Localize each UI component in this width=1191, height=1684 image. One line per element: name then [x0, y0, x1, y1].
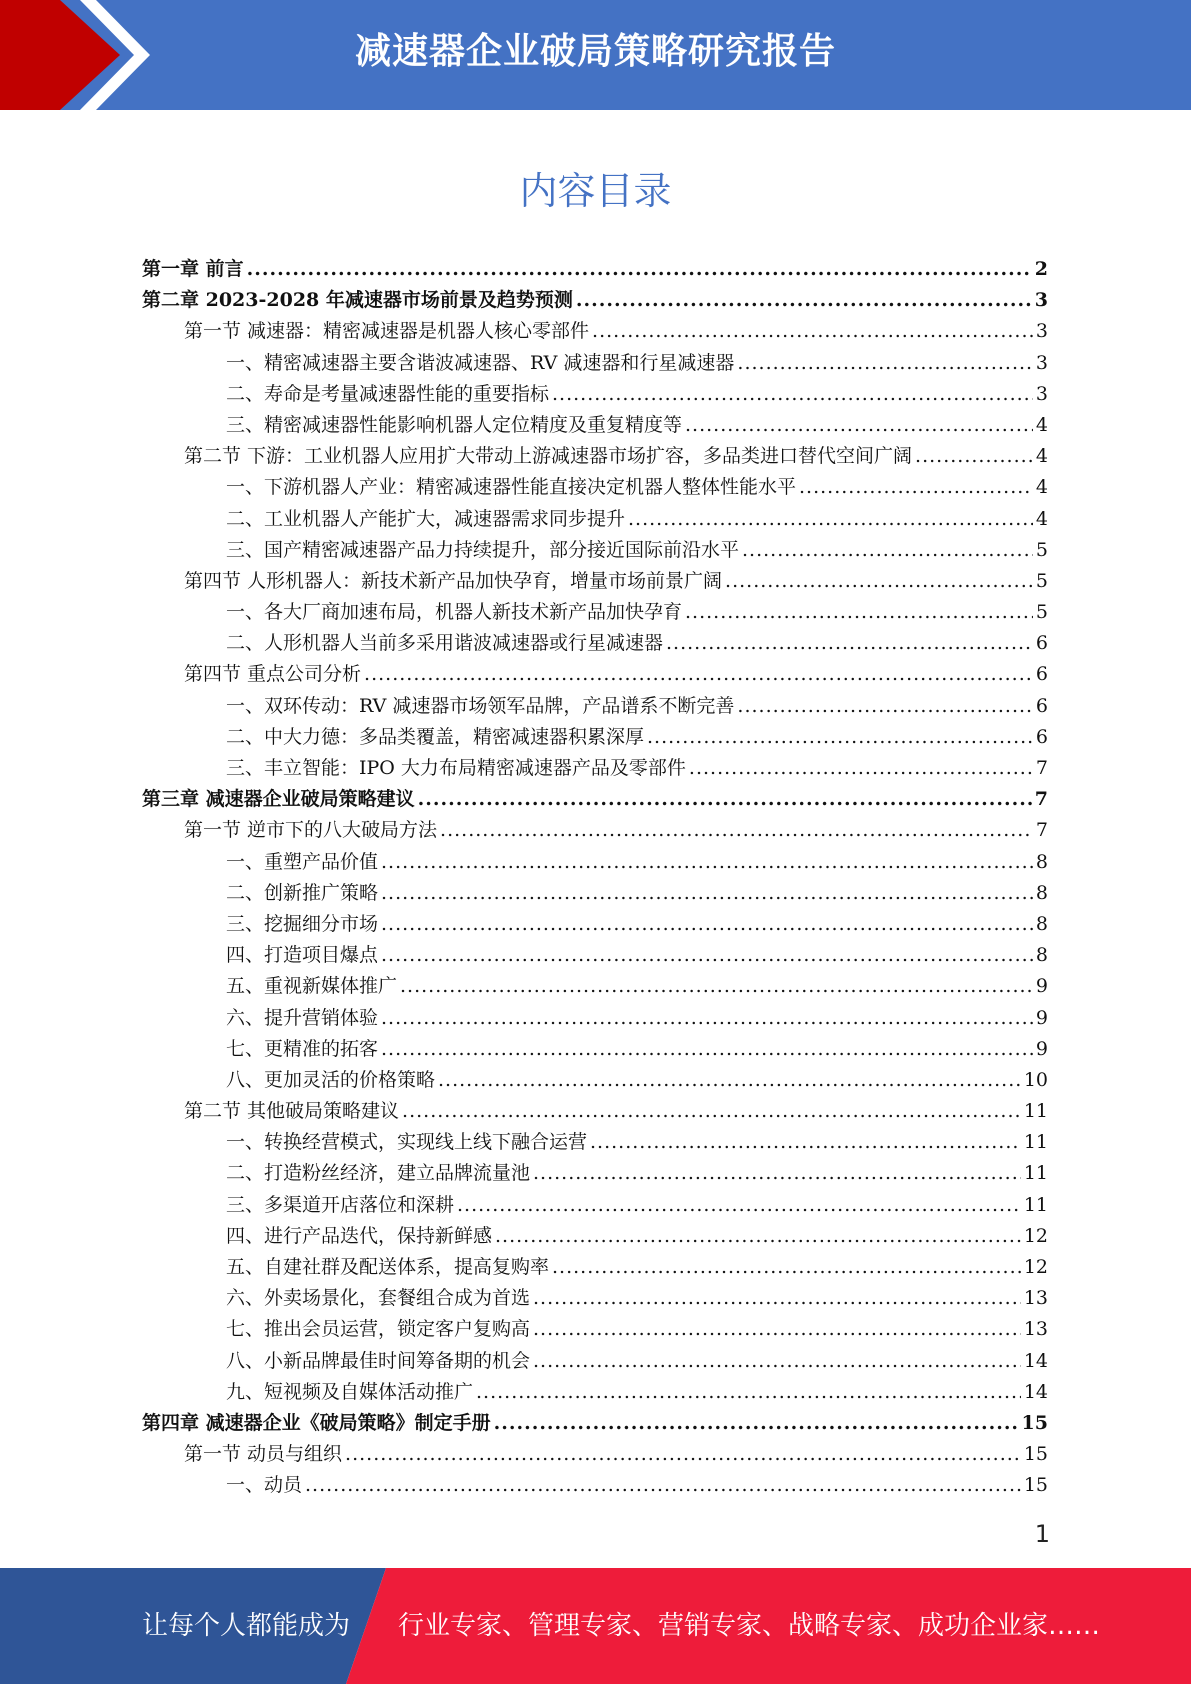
toc-entry[interactable]: [142, 1346, 1048, 1377]
toc-entry[interactable]: [142, 1408, 1048, 1439]
toc-entry-page: 13: [1023, 1287, 1048, 1310]
toc-entry-page: 13: [1023, 1318, 1048, 1341]
toc-entry-label: 四、进行产品迭代，保持新鲜感: [226, 1224, 493, 1247]
toc-entry-page: 8: [1035, 850, 1048, 873]
toc-leader-dots: [689, 753, 1033, 784]
toc-entry-label: 六、提升营销体验: [226, 1006, 379, 1029]
toc-leader-dots: [364, 659, 1033, 690]
toc-leader-dots: [737, 348, 1033, 379]
toc-leader-dots: [666, 628, 1033, 659]
toc-leader-dots: [247, 254, 1032, 285]
toc-entry-page: 9: [1035, 1037, 1048, 1060]
toc-entry-page: 3: [1035, 382, 1048, 405]
toc-entry-label: 二、工业机器人产能扩大，减速器需求同步提升: [226, 507, 626, 530]
toc-entry[interactable]: [142, 348, 1048, 379]
toc-entry-page: 9: [1035, 1006, 1048, 1029]
toc-leader-dots: [533, 1346, 1021, 1377]
toc-leader-dots: [381, 909, 1033, 940]
toc-entry[interactable]: [142, 878, 1048, 909]
toc-entry[interactable]: [142, 847, 1048, 878]
toc-leader-dots: [742, 535, 1033, 566]
toc-entry-page: 8: [1035, 944, 1048, 967]
toc-entry-label: 一、重塑产品价值: [226, 850, 379, 873]
page-number: 1: [1034, 1520, 1050, 1548]
toc-leader-dots: [400, 971, 1033, 1002]
toc-entry-label: 二、创新推广策略: [226, 881, 379, 904]
toc-leader-dots: [438, 1065, 1021, 1096]
toc-entry-page: 4: [1035, 507, 1048, 530]
toc-entry[interactable]: [142, 1470, 1048, 1501]
toc-entry-label: 第一节 减速器：精密减速器是机器人核心零部件: [184, 320, 590, 343]
toc-leader-dots: [533, 1314, 1021, 1345]
toc-entry[interactable]: [142, 472, 1048, 503]
toc-entry-page: 3: [1034, 289, 1048, 312]
toc-leader-dots: [381, 847, 1033, 878]
toc-entry-page: 15: [1023, 1474, 1048, 1497]
toc-entry-label: 三、丰立智能：IPO 大力布局精密减速器产品及零部件: [226, 757, 686, 779]
toc-entry-page: 8: [1035, 912, 1048, 935]
toc-entry[interactable]: [142, 379, 1048, 410]
toc-leader-dots: [457, 1190, 1021, 1221]
toc-leader-dots: [495, 1221, 1021, 1252]
toc-entry[interactable]: [142, 971, 1048, 1002]
toc-entry[interactable]: [142, 1252, 1048, 1283]
toc-entry-label: 一、下游机器人产业：精密减速器性能直接决定机器人整体性能水平: [226, 476, 797, 499]
toc-leader-dots: [915, 441, 1033, 472]
toc-entry-label: 二、中大力德：多品类覆盖，精密减速器积累深厚: [226, 725, 645, 748]
toc-entry[interactable]: [142, 254, 1048, 285]
toc-entry[interactable]: [142, 1034, 1048, 1065]
toc-entry-label: 二、打造粉丝经济，建立品牌流量池: [226, 1162, 531, 1185]
toc-entry[interactable]: [142, 566, 1048, 597]
toc-entry-page: 3: [1035, 320, 1048, 343]
toc-entry-label: 五、自建社群及配送体系，提高复购率: [226, 1256, 550, 1278]
toc-entry-label: 一、转换经营模式，实现线上线下融合运营: [226, 1131, 588, 1154]
toc-entry-label: 九、短视频及自媒体活动推广: [226, 1380, 474, 1403]
toc-leader-dots: [402, 1096, 1021, 1127]
toc-entry[interactable]: [142, 410, 1048, 441]
toc-entry-label: 八、更加灵活的价格策略: [226, 1068, 436, 1091]
page-footer: [0, 1568, 1191, 1684]
toc-leader-dots: [494, 1408, 1019, 1439]
toc-leader-dots: [381, 1034, 1033, 1065]
toc-leader-dots: [725, 566, 1033, 597]
footer-roles: 行业专家、管理专家、营销专家、战略专家、成功企业家……: [398, 1611, 1101, 1641]
toc-entry-label: 三、挖掘细分市场: [226, 912, 379, 935]
toc-entry-label: 第一节 动员与组织: [184, 1443, 343, 1466]
toc-entry-page: 15: [1021, 1411, 1048, 1434]
toc-entry-page: 11: [1023, 1131, 1048, 1154]
toc-entry-label: 一、各大厂商加速布局，机器人新技术新产品加快孕育: [226, 601, 683, 624]
toc-entry-label: 二、人形机器人当前多采用谐波减速器或行星减速器: [226, 632, 664, 655]
toc-entry-label: 第一节 逆市下的八大破局方法: [184, 819, 438, 842]
toc-entry[interactable]: [142, 940, 1048, 971]
toc-entry-page: 2: [1034, 258, 1048, 280]
toc-entry[interactable]: [142, 1377, 1048, 1408]
toc-leader-dots: [592, 316, 1033, 347]
toc-entry-label: 二、寿命是考量减速器性能的重要指标: [226, 382, 550, 405]
toc-leader-dots: [552, 379, 1033, 410]
table-of-contents: [142, 254, 1048, 1502]
toc-leader-dots: [381, 1003, 1033, 1034]
toc-entry[interactable]: [142, 441, 1048, 472]
toc-entry-label: 第二节 下游：工业机器人应用扩大带动上游减速器市场扩容，多品类进口替代空间广阔: [184, 445, 913, 468]
toc-entry-label: 五、重视新媒体推广: [226, 975, 398, 998]
toc-entry-page: 6: [1035, 632, 1048, 655]
toc-entry-label: 第三章 减速器企业破局策略建议: [142, 788, 415, 811]
toc-entry-page: 10: [1023, 1068, 1048, 1091]
toc-entry-label: 第四章 减速器企业《破局策略》制定手册: [142, 1411, 491, 1434]
toc-entry[interactable]: [142, 815, 1048, 846]
toc-entry-page: 12: [1023, 1224, 1048, 1247]
toc-leader-dots: [799, 472, 1033, 503]
toc-entry[interactable]: [142, 1096, 1048, 1127]
toc-entry[interactable]: [142, 784, 1048, 815]
toc-entry-label: 一、双环传动：RV 减速器市场领军品牌，产品谱系不断完善: [226, 694, 735, 717]
toc-entry[interactable]: [142, 1065, 1048, 1096]
toc-leader-dots: [533, 1283, 1021, 1314]
toc-entry-label: 四、打造项目爆点: [226, 944, 379, 967]
toc-entry-label: 三、多渠道开店落位和深耕: [226, 1193, 455, 1216]
toc-entry[interactable]: [142, 1283, 1048, 1314]
toc-entry[interactable]: [142, 504, 1048, 535]
toc-entry[interactable]: [142, 659, 1048, 690]
header-title: 减速器企业破局策略研究报告: [354, 31, 836, 72]
toc-entry-label: 第二章 2023-2028 年减速器市场前景及趋势预测: [142, 289, 573, 312]
toc-entry-page: 7: [1035, 757, 1048, 779]
toc-entry-label: 第一章 前言: [142, 258, 244, 280]
toc-title: 内容目录: [519, 169, 672, 213]
toc-entry[interactable]: [142, 1127, 1048, 1158]
toc-entry-page: 11: [1023, 1100, 1048, 1123]
toc-entry-page: 6: [1035, 663, 1048, 686]
toc-entry-page: 4: [1035, 413, 1048, 436]
toc-leader-dots: [685, 410, 1033, 441]
toc-entry[interactable]: [142, 722, 1048, 753]
toc-entry-label: 第四节 人形机器人：新技术新产品加快孕育，增量市场前景广阔: [184, 569, 723, 592]
toc-entry-page: 6: [1035, 694, 1048, 717]
toc-leader-dots: [628, 504, 1033, 535]
toc-leader-dots: [345, 1439, 1021, 1470]
toc-leader-dots: [533, 1158, 1021, 1189]
toc-leader-dots: [305, 1470, 1021, 1501]
toc-entry-page: 12: [1023, 1256, 1048, 1278]
toc-leader-dots: [476, 1377, 1021, 1408]
toc-leader-dots: [381, 940, 1033, 971]
toc-entry-page: 9: [1035, 975, 1048, 998]
toc-entry-page: 3: [1035, 351, 1048, 374]
toc-entry-page: 14: [1023, 1380, 1048, 1403]
toc-leader-dots: [381, 878, 1033, 909]
toc-entry-label: 一、精密减速器主要含谐波减速器、RV 减速器和行星减速器: [226, 351, 735, 374]
toc-entry-label: 七、推出会员运营，锁定客户复购高: [226, 1318, 531, 1341]
toc-leader-dots: [590, 1127, 1021, 1158]
toc-entry[interactable]: [142, 909, 1048, 940]
toc-leader-dots: [647, 722, 1033, 753]
toc-entry[interactable]: [142, 1158, 1048, 1189]
toc-entry[interactable]: [142, 597, 1048, 628]
toc-entry-page: 8: [1035, 881, 1048, 904]
toc-entry[interactable]: [142, 691, 1048, 722]
toc-entry-label: 七、更精准的拓客: [226, 1037, 379, 1060]
toc-entry-page: 4: [1035, 445, 1048, 468]
toc-entry-label: 一、动员: [226, 1474, 303, 1497]
toc-leader-dots: [440, 815, 1033, 846]
toc-entry-page: 14: [1023, 1349, 1048, 1372]
toc-entry-page: 7: [1035, 819, 1048, 842]
toc-leader-dots: [418, 784, 1032, 815]
toc-entry[interactable]: [142, 285, 1048, 316]
toc-entry-page: 5: [1035, 569, 1048, 592]
toc-entry[interactable]: [142, 753, 1048, 784]
toc-entry-page: 5: [1035, 601, 1048, 624]
toc-entry-label: 六、外卖场景化，套餐组合成为首选: [226, 1287, 531, 1310]
toc-leader-dots: [576, 285, 1032, 316]
toc-entry-label: 第四节 重点公司分析: [184, 663, 362, 686]
toc-entry-label: 八、小新品牌最佳时间筹备期的机会: [226, 1349, 531, 1372]
toc-entry[interactable]: [142, 1003, 1048, 1034]
toc-leader-dots: [685, 597, 1033, 628]
toc-leader-dots: [552, 1252, 1021, 1283]
toc-entry-page: 7: [1034, 788, 1048, 811]
toc-entry-page: 11: [1023, 1193, 1048, 1216]
toc-entry-page: 5: [1035, 538, 1048, 561]
toc-entry[interactable]: [142, 316, 1048, 347]
toc-entry-page: 6: [1035, 725, 1048, 748]
toc-entry-label: 三、精密减速器性能影响机器人定位精度及重复精度等: [226, 413, 683, 436]
toc-entry[interactable]: [142, 535, 1048, 566]
toc-entry[interactable]: [142, 1221, 1048, 1252]
toc-leader-dots: [737, 691, 1033, 722]
footer-slogan: 让每个人都能成为: [142, 1611, 351, 1641]
toc-entry[interactable]: [142, 1314, 1048, 1345]
toc-entry[interactable]: [142, 1439, 1048, 1470]
toc-entry[interactable]: [142, 628, 1048, 659]
toc-entry-label: 第二节 其他破局策略建议: [184, 1100, 400, 1123]
toc-entry[interactable]: [142, 1190, 1048, 1221]
toc-entry-page: 11: [1023, 1162, 1048, 1185]
toc-entry-page: 4: [1035, 476, 1048, 499]
toc-entry-page: 15: [1023, 1443, 1048, 1466]
toc-entry-label: 三、国产精密减速器产品力持续提升，部分接近国际前沿水平: [226, 538, 740, 561]
page-header: [0, 0, 1191, 110]
